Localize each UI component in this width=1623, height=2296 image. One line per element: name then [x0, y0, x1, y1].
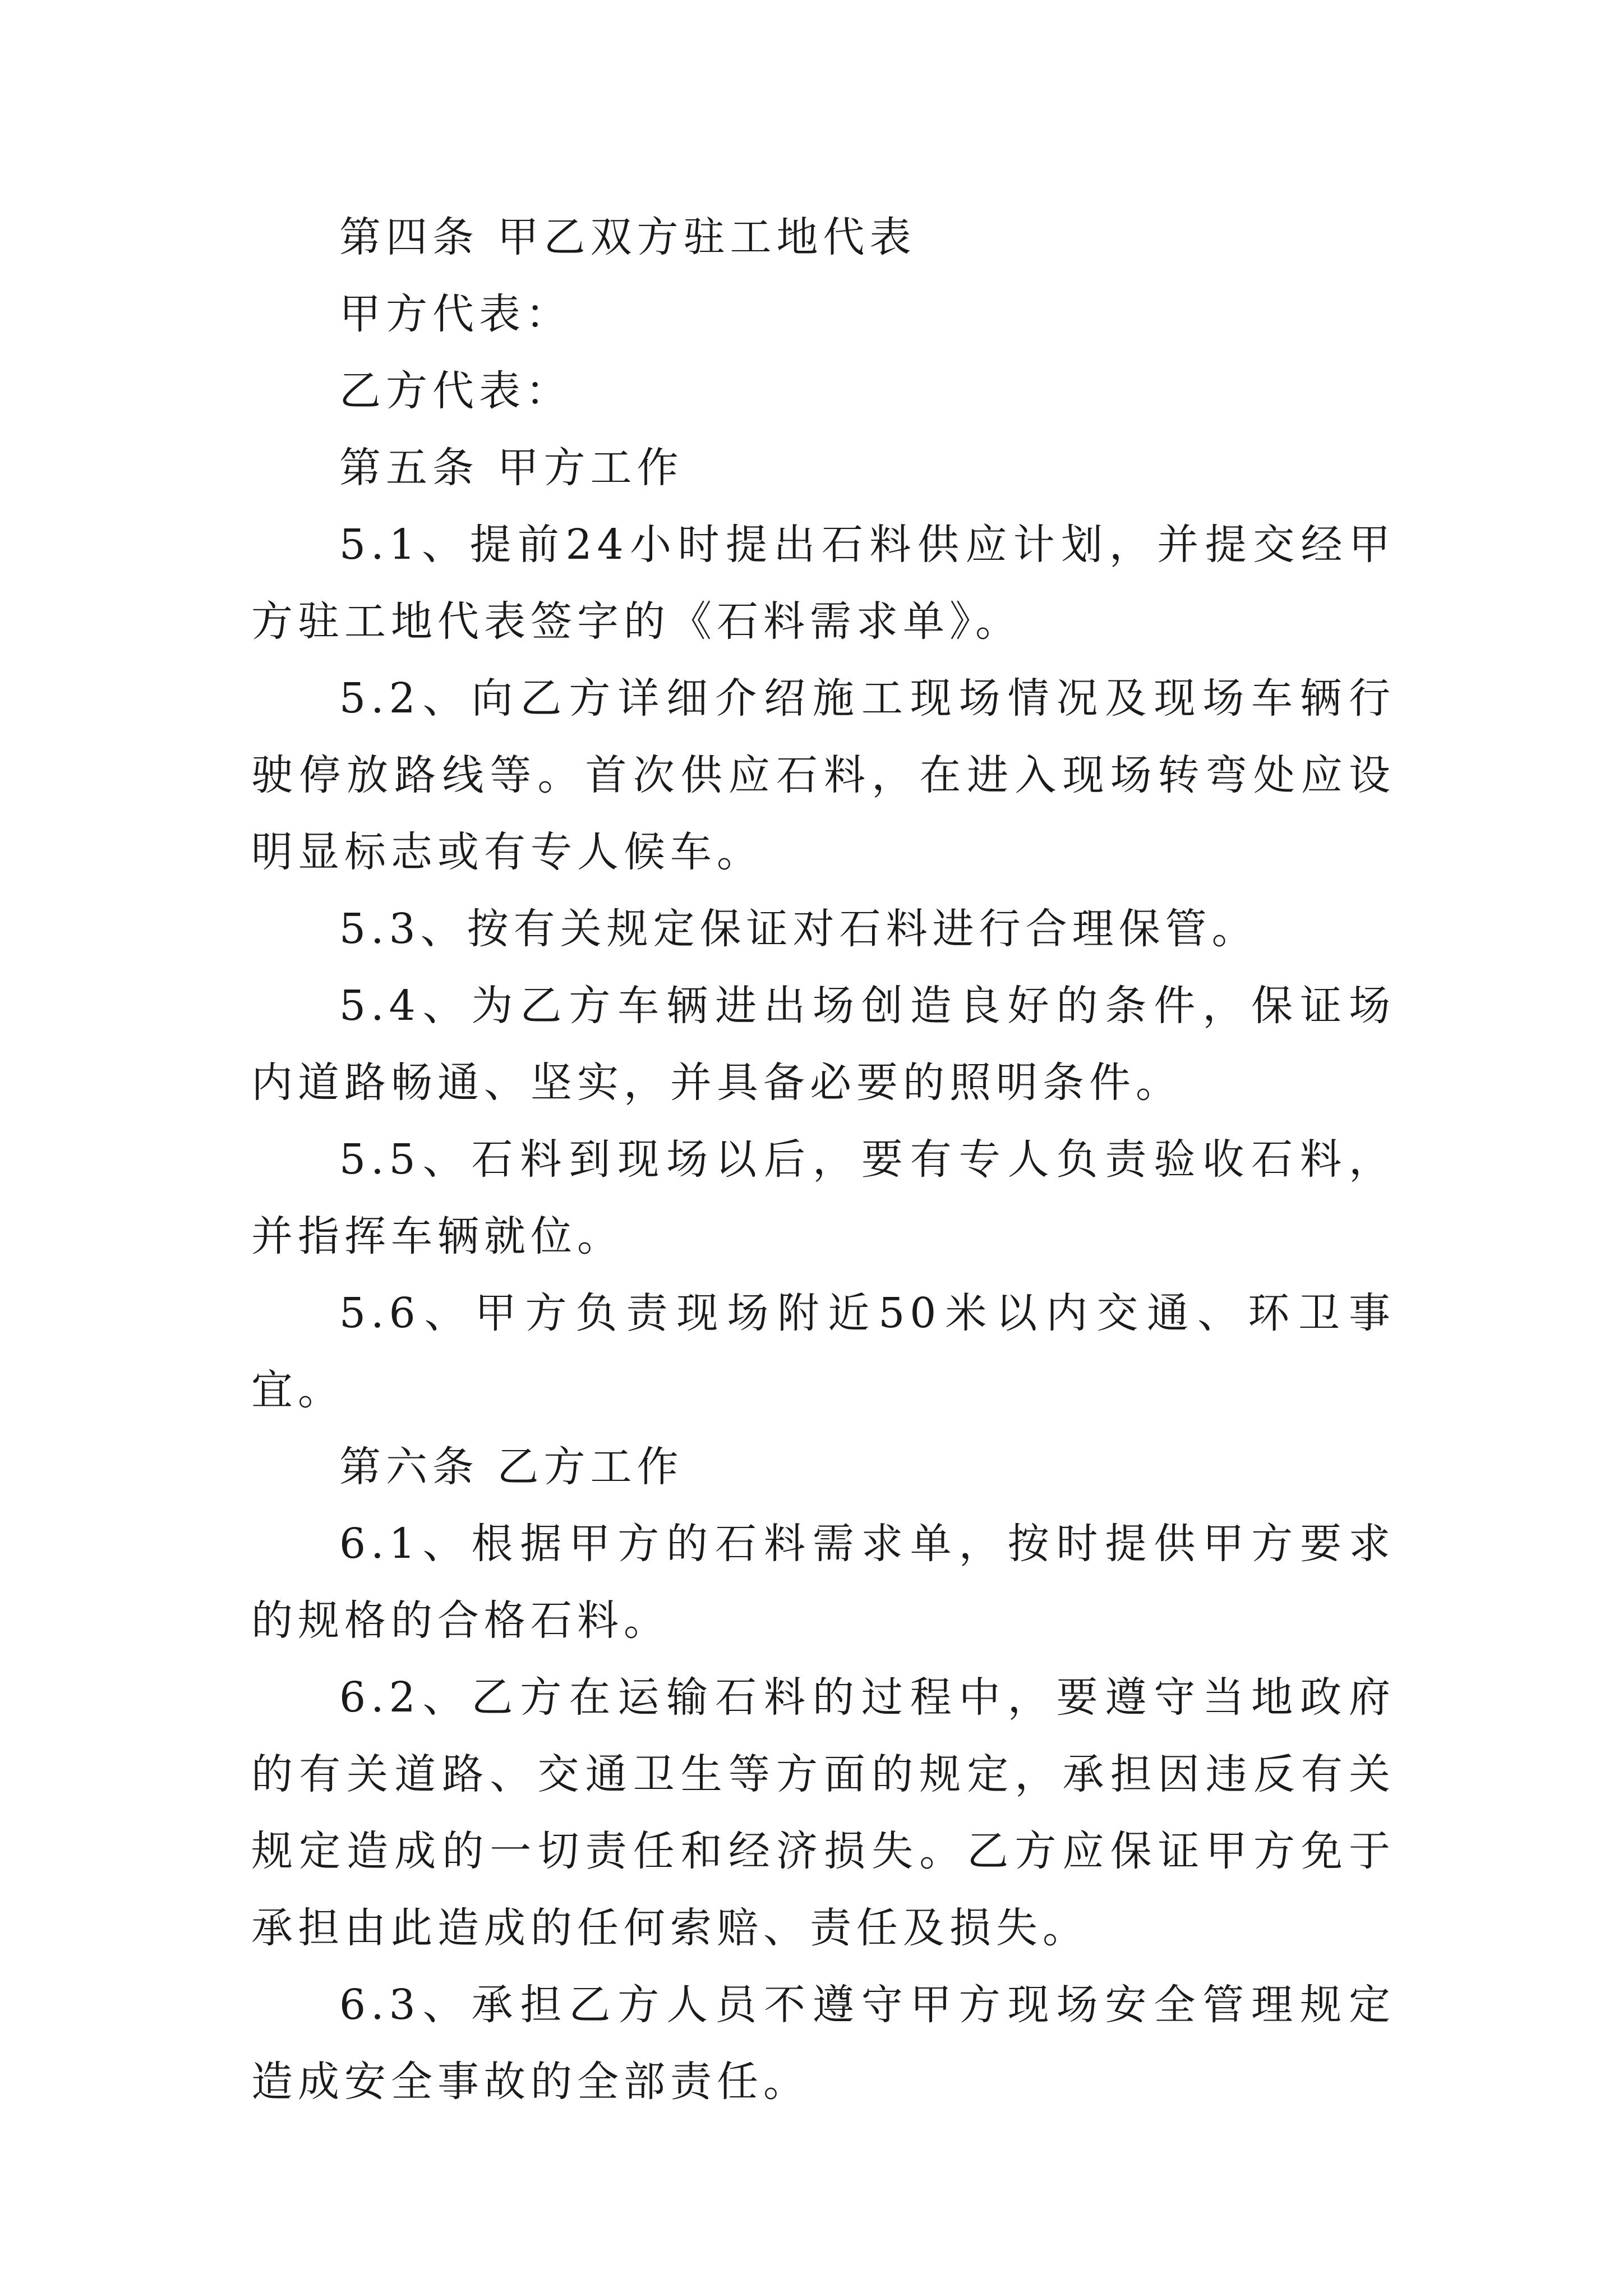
clause-5-5: 5.5、石料到现场以后，要有专人负责验收石料，并指挥车辆就位。 — [251, 1135, 1395, 1260]
party-b-representative: 乙方代表： — [339, 367, 572, 415]
article-5-heading: 第五条 甲方工作 — [339, 444, 684, 492]
article-6-heading: 第六条 乙方工作 — [339, 1443, 684, 1491]
article-4-heading: 第四条 甲乙双方驻工地代表 — [339, 213, 916, 261]
clause-5-3: 5.3、按有关规定保证对石料进行合理保管。 — [339, 905, 1258, 953]
clause-5-6: 5.6、甲方负责现场附近50米以内交通、环卫事宜。 — [251, 1289, 1395, 1414]
document-body — [251, 199, 1395, 2120]
clause-5-2: 5.2、向乙方详细介绍施工现场情况及现场车辆行驶停放路线等。首次供应石料，在进入现场转弯处应设明显标志或有专人候车。 — [251, 674, 1395, 876]
clause-5-1: 5.1、提前24小时提出石料供应计划，并提交经甲方驻工地代表签字的《石料需求单》。 — [251, 521, 1395, 646]
clause-6-3: 6.3、承担乙方人员不遵守甲方现场安全管理规定造成安全事故的全部责任。 — [251, 1981, 1395, 2106]
clause-6-2: 6.2、乙方在运输石料的过程中，要遵守当地政府的有关道路、交通卫生等方面的规定，承担因违反有关规定造成的一切责任和经济损失。乙方应保证甲方免于承担由此造成的任何索赔、责任及损失。 — [251, 1673, 1395, 1952]
clause-5-4: 5.4、为乙方车辆进出场创造良好的条件，保证场内道路畅通、坚实，并具备必要的照明条件。 — [251, 982, 1395, 1107]
clause-6-1: 6.1、根据甲方的石料需求单，按时提供甲方要求的规格的合格石料。 — [251, 1520, 1395, 1645]
party-a-representative: 甲方代表： — [339, 290, 572, 338]
